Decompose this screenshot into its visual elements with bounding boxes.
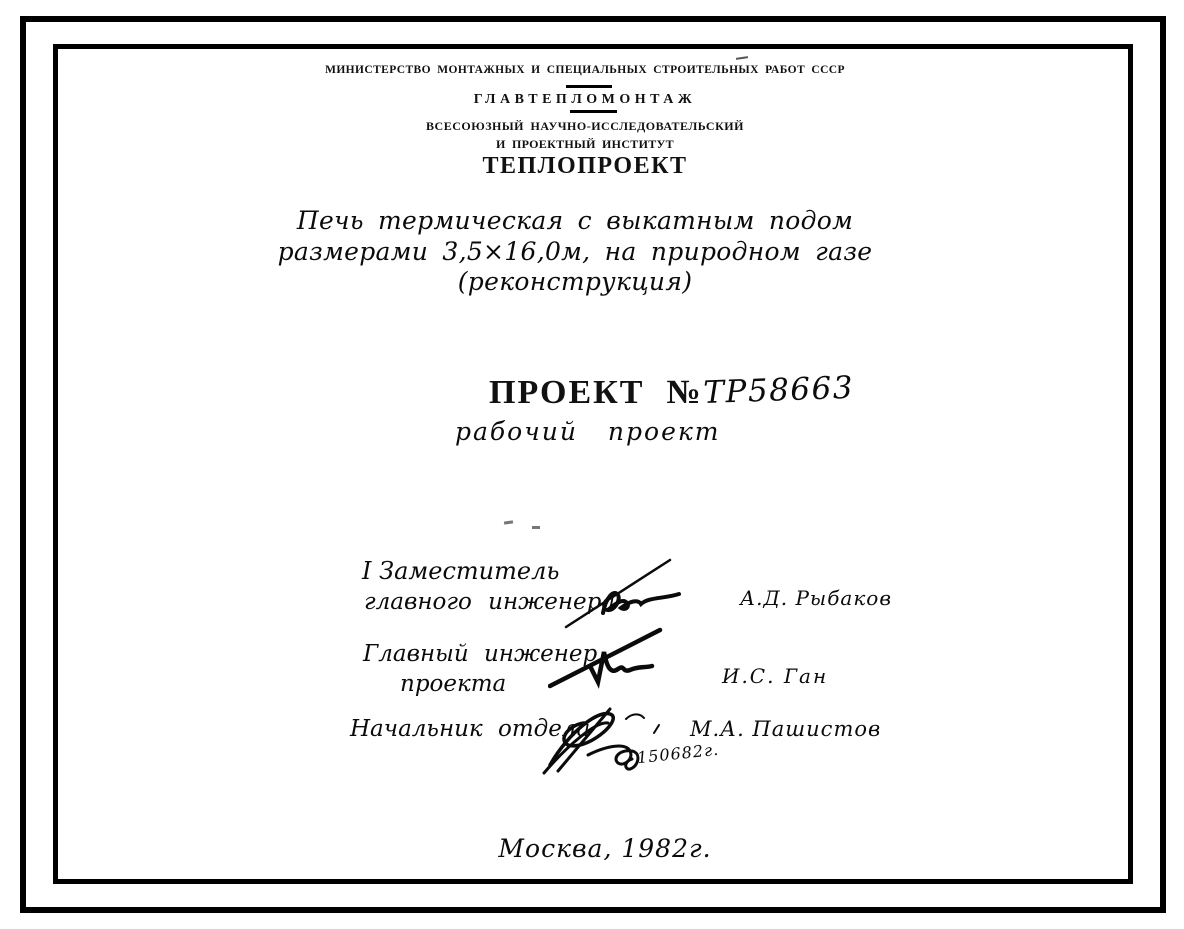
signer-1-role-line-1: I Заместитель bbox=[362, 557, 560, 585]
project-number-row bbox=[489, 369, 855, 412]
signer-2-name: И.С. Ган bbox=[722, 664, 829, 688]
divider-under-glavk bbox=[570, 110, 617, 113]
project-number: ТР58663 bbox=[702, 369, 855, 411]
doc-title-line-2: размерами 3,5×16,0м, на природном газе bbox=[277, 237, 873, 266]
signature-rybakov bbox=[558, 553, 693, 635]
divider-under-ministry bbox=[566, 85, 612, 88]
glavk-name: ГЛАВТЕПЛОМОНТАЖ bbox=[473, 92, 697, 107]
institute-line-1: ВСЕСОЮЗНЫЙ НАУЧНО-ИССЛЕДОВАТЕЛЬСКИЙ bbox=[426, 119, 744, 133]
doc-title-line-3: (реконструкция) bbox=[457, 267, 693, 296]
institute-line-2: И ПРОЕКТНЫЙ ИНСТИТУТ bbox=[496, 137, 674, 151]
signature-pashistov bbox=[538, 693, 683, 781]
signer-3-date: 150682г. bbox=[636, 739, 721, 768]
project-label: ПРОЕКТ bbox=[489, 374, 645, 411]
numero-sign: № bbox=[666, 374, 701, 411]
signer-2-role-line-2: проекта bbox=[400, 671, 507, 697]
signer-3-role-line-1: Начальник отдела bbox=[350, 716, 591, 742]
signer-1-name: А.Д. Рыбаков bbox=[740, 586, 892, 610]
city-year: Москва, 1982г. bbox=[498, 834, 712, 863]
institute-name: ТЕПЛОПРОЕКТ bbox=[482, 153, 688, 179]
signer-1-role-line-2: главного инженера bbox=[364, 589, 616, 615]
signer-3-name: М.А. Пашистов bbox=[690, 717, 882, 741]
signature-gan bbox=[548, 626, 673, 696]
project-subtitle: рабочий проект bbox=[455, 417, 721, 446]
signer-2-role-line-1: Главный инженер bbox=[363, 641, 598, 667]
ministry-line: МИНИСТЕРСТВО МОНТАЖНЫХ И СПЕЦИАЛЬНЫХ СТРОИТЕЛЬНЫХ РАБОТ СССР bbox=[325, 64, 845, 76]
doc-title-line-1: Печь термическая с выкатным подом bbox=[296, 206, 854, 235]
scan-speck bbox=[532, 526, 540, 529]
